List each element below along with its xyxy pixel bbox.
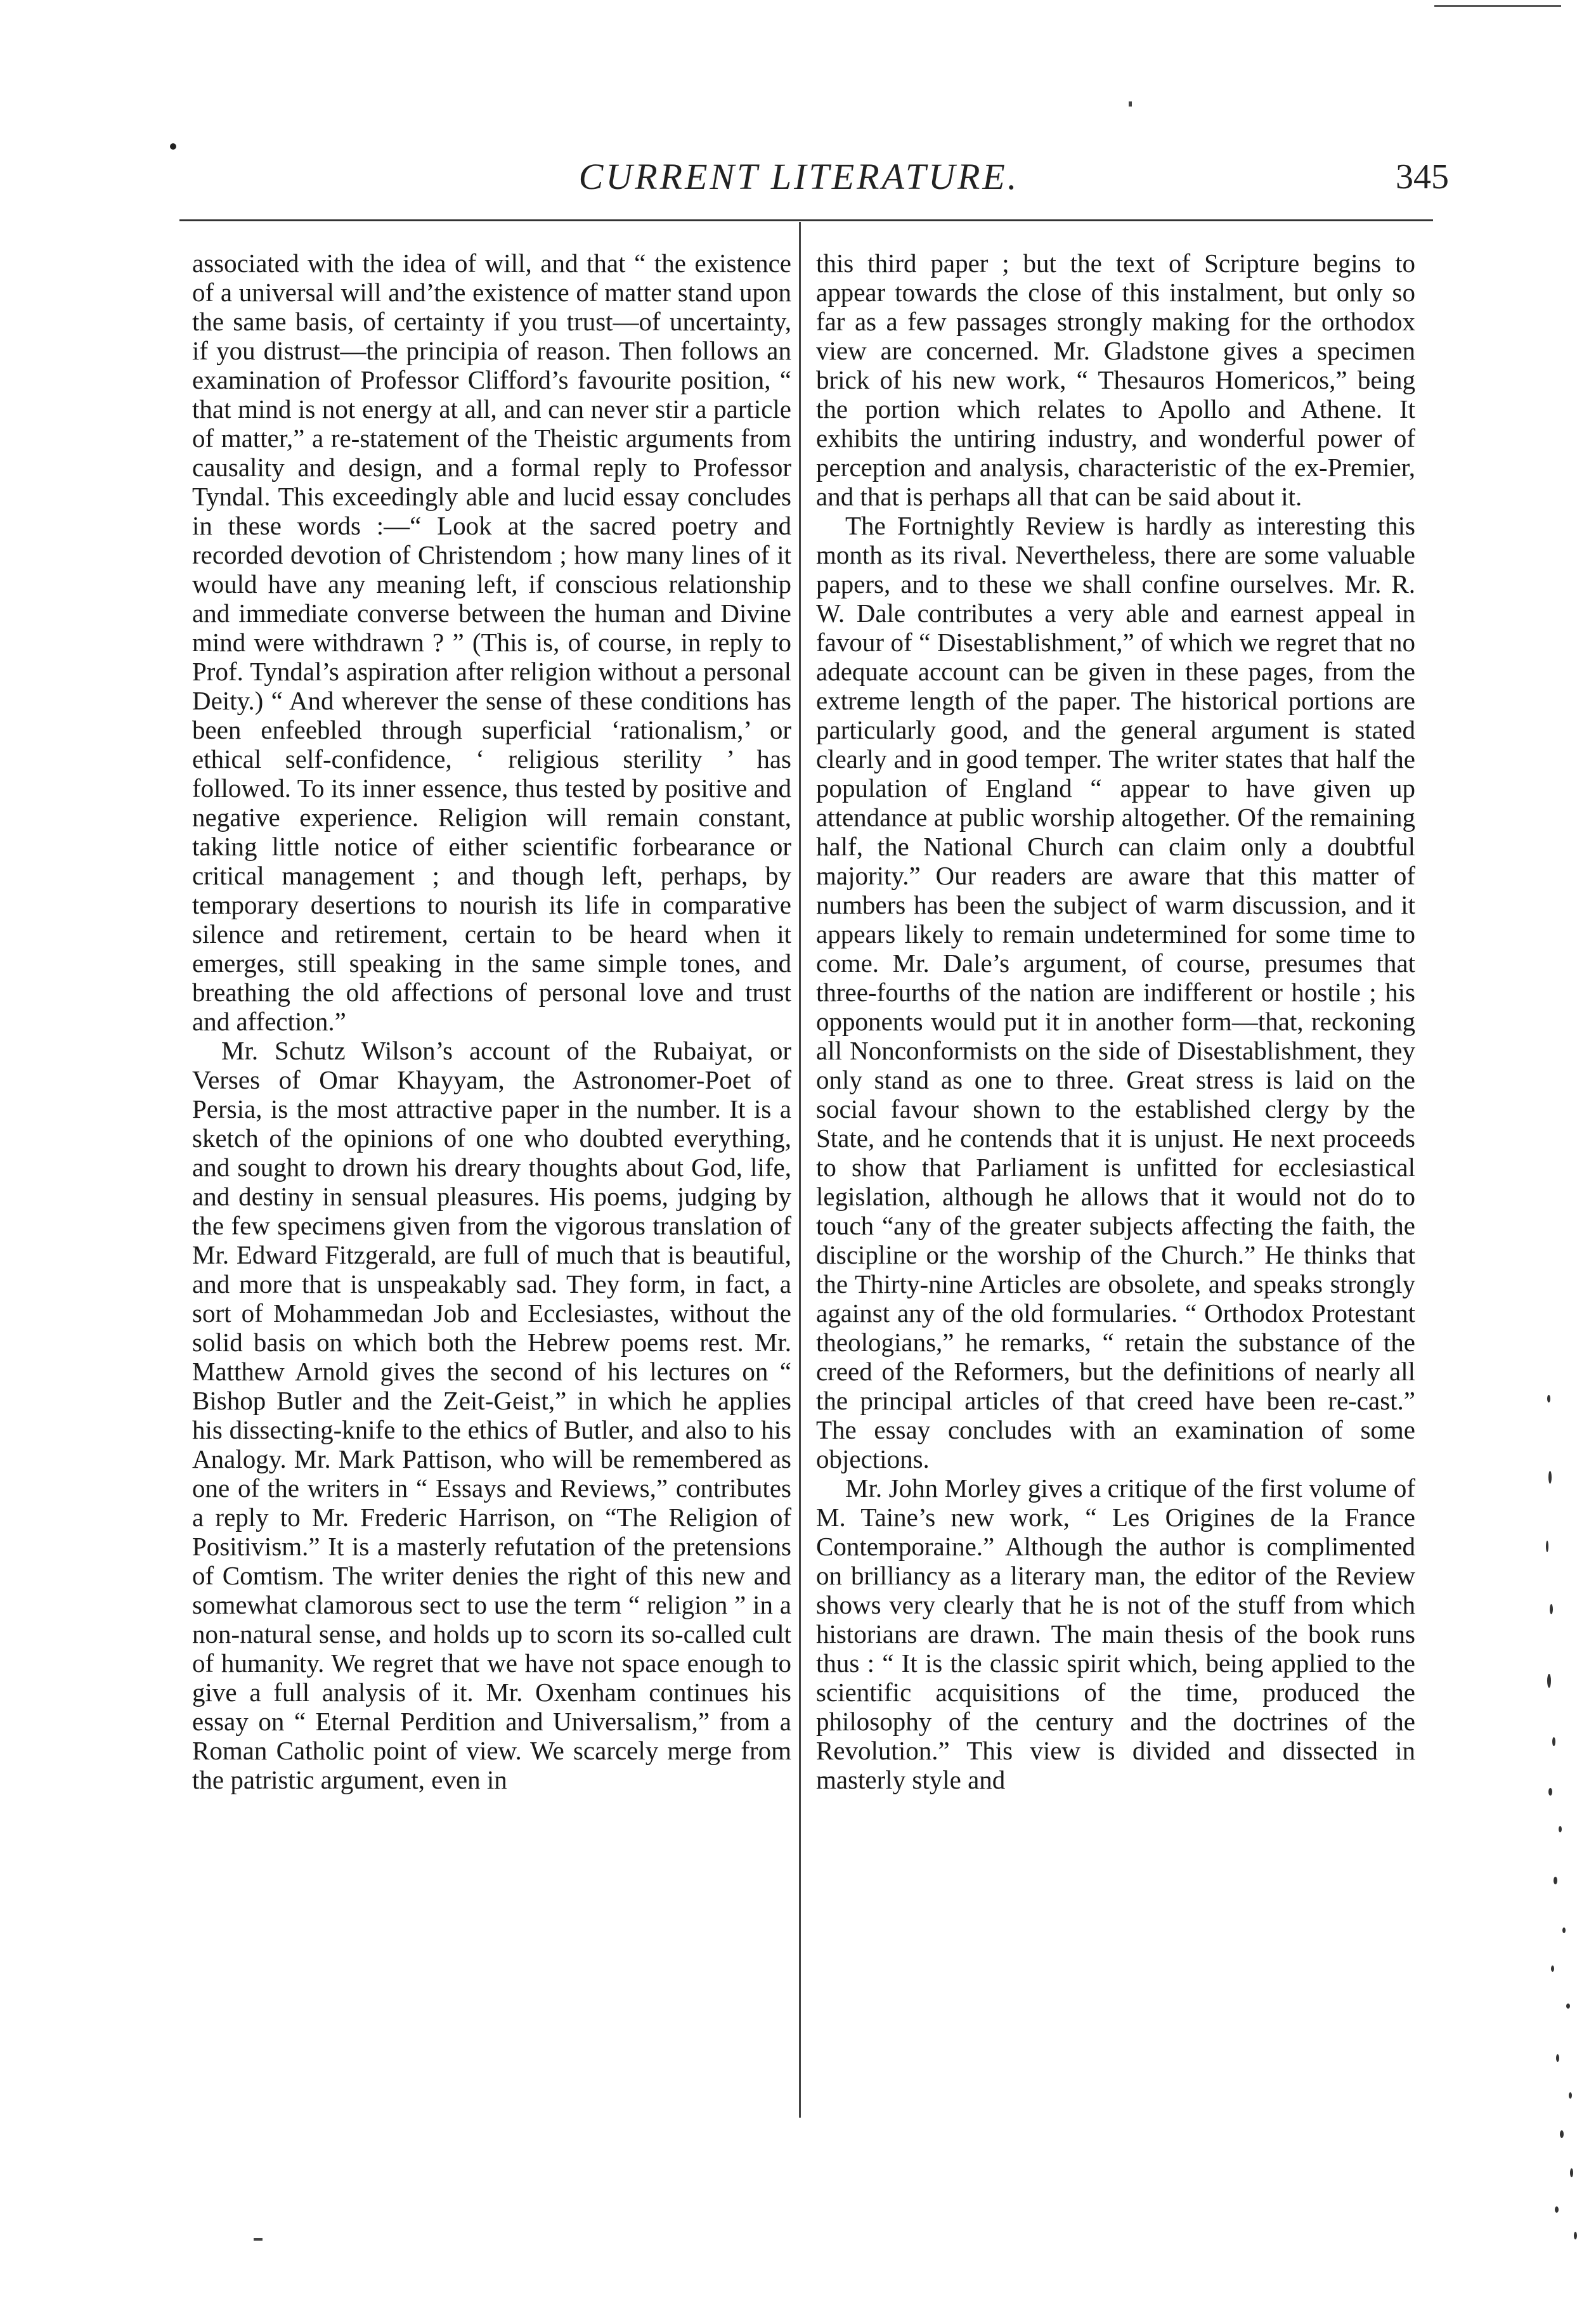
print-mark [1129, 101, 1132, 107]
page-number: 345 [1396, 157, 1449, 197]
running-head: CURRENT LITERATURE. [578, 156, 1020, 197]
print-mark [254, 2238, 263, 2241]
header-rule [179, 219, 1433, 221]
print-dot [170, 143, 176, 150]
left-paragraph-1: associated with the idea of will, and that “ the existence of a universal will and’the existence of matter stand upon the same basis, of certainty if you trust—of uncertainty, if you distrust—the principia of reason. Then follows an examination of Professor Clifford’s favourite position, “ that mind is not energy at all, and can never stir a particle of matter,” a re-statement of the Theistic arguments from causality and design, and a formal reply to Professor Tyndal. This exceedingly able and lucid essay concludes in these words :—“ Look at the sacred poetry and recorded devotion of Christendom ; how many lines of it would have any meaning left, if conscious relationship and immediate converse between the human and Divine mind were withdrawn ? ” (This is, of course, in reply to Prof. Tyndal’s aspiration after religion without a personal Deity.) “ And wherever the sense of these conditions has been enfeebled through superficial ‘rationalism,’ or ethical self-confidence, ‘ religious sterility ’ has followed. To its inner essence, thus tested by positive and negative experience. Religion will remain constant, taking little notice of either scientific forbearance or critical management ; and though left, perhaps, by temporary desertions to nourish its life in comparative silence and retirement, certain to be heard when it emerges, still speaking in the same simple tones, and breathing the old affections of personal love and trust and affection.” [192, 249, 791, 1036]
column-divider [799, 222, 801, 2118]
right-paragraph-2: The Fortnightly Review is hardly as interesting this month as its rival. Nevertheless, there are some valuable papers, and to these we shall confine ourselves. Mr. R. W. Dale contributes a very able and earnest appeal in favour of “ Disestablishment,” of which we regret that no adequate account can be given in these pages, from the extreme length of the paper. The historical portions are particularly good, and the general argument is stated clearly and in good temper. The writer states that half the population of England “ appear to have given up attendance at public worship altogether. Of the remaining half, the National Church can claim only a doubtful majority.” Our readers are aware that this matter of numbers has been the subject of warm discussion, and it appears likely to remain undetermined for some time to come. Mr. Dale’s argument, of course, presumes that three-fourths of the nation are indifferent or hostile ; his opponents would put it in another form—that, reckoning all Nonconformists on the side of Disestablishment, they only stand as one to three. Great stress is laid on the social favour shown to the established clergy by the State, and he contends that it is unjust. He next proceeds to show that Parliament is unfitted for ecclesiastical legislation, although he allows that it would not do to touch “any of the greater subjects affecting the faith, the discipline or the worship of the Church.” He thinks that the Thirty-nine Articles are obsolete, and speaks strongly against any of the old formularies. “ Orthodox Protestant theologians,” he remarks, “ retain the substance of the creed of the Reformers, but the definitions of nearly all the principal articles of that creed have been re-cast.” The essay concludes with an examination of some objections. [816, 511, 1415, 1473]
right-column [816, 249, 1415, 1794]
right-paragraph-3: Mr. John Morley gives a critique of the first volume of M. Taine’s new work, “ Les Origines de la France Contemporaine.” Although the author is complimented on brilliancy as a literary man, the editor of the Review shows very clearly that he is not of the stuff from which historians are drawn. The main thesis of the book runs thus : “ It is the classic spirit which, being applied to the scientific acquisitions of the time, produced the philosophy of the century and the doctrines of the Revolution.” This view is divided and dissected in masterly style and [816, 1473, 1415, 1794]
margin-specks [1541, 1395, 1592, 2251]
left-paragraph-2: Mr. Schutz Wilson’s account of the Rubaiyat, or Verses of Omar Khayyam, the Astronomer-Poet of Persia, is the most attractive paper in the number. It is a sketch of the opinions of one who doubted everything, and sought to drown his dreary thoughts about God, life, and destiny in sensual pleasures. His poems, judging by the few specimens given from the vigorous translation of Mr. Edward Fitzgerald, are full of much that is beautiful, and more that is unspeakably sad. They form, in fact, a sort of Mohammedan Job and Ecclesiastes, without the solid basis on which both the Hebrew poems rest. Mr. Matthew Arnold gives the second of his lectures on “ Bishop Butler and the Zeit-Geist,” in which he applies his dissecting-knife to the ethics of Butler, and also to his Analogy. Mr. Mark Pattison, who will be remembered as one of the writers in “ Essays and Reviews,” contributes a reply to Mr. Frederic Harrison, on “The Religion of Positivism.” It is a masterly refutation of the pretensions of Comtism. The writer denies the right of this new and somewhat clamorous sect to use the term “ religion ” in a non-natural sense, and holds up to scorn its so-called cult of humanity. We regret that we have not space enough to give a full analysis of it. Mr. Oxenham continues his essay on “ Eternal Perdition and Universalism,” from a Roman Catholic point of view. We scarcely merge from the patristic argument, even in [192, 1036, 791, 1794]
right-paragraph-1: this third paper ; but the text of Scripture begins to appear towards the close of this instalment, but only so far as a few passages strongly making for the orthodox view are concerned. Mr. Gladstone gives a specimen brick of his new work, “ Thesauros Homericos,” being the portion which relates to Apollo and Athene. It exhibits the untiring industry, and wonderful power of perception and analysis, characteristic of the ex-Premier, and that is perhaps all that can be said about it. [816, 249, 1415, 511]
top-corner-rule [1434, 5, 1561, 7]
left-column [192, 249, 791, 1794]
